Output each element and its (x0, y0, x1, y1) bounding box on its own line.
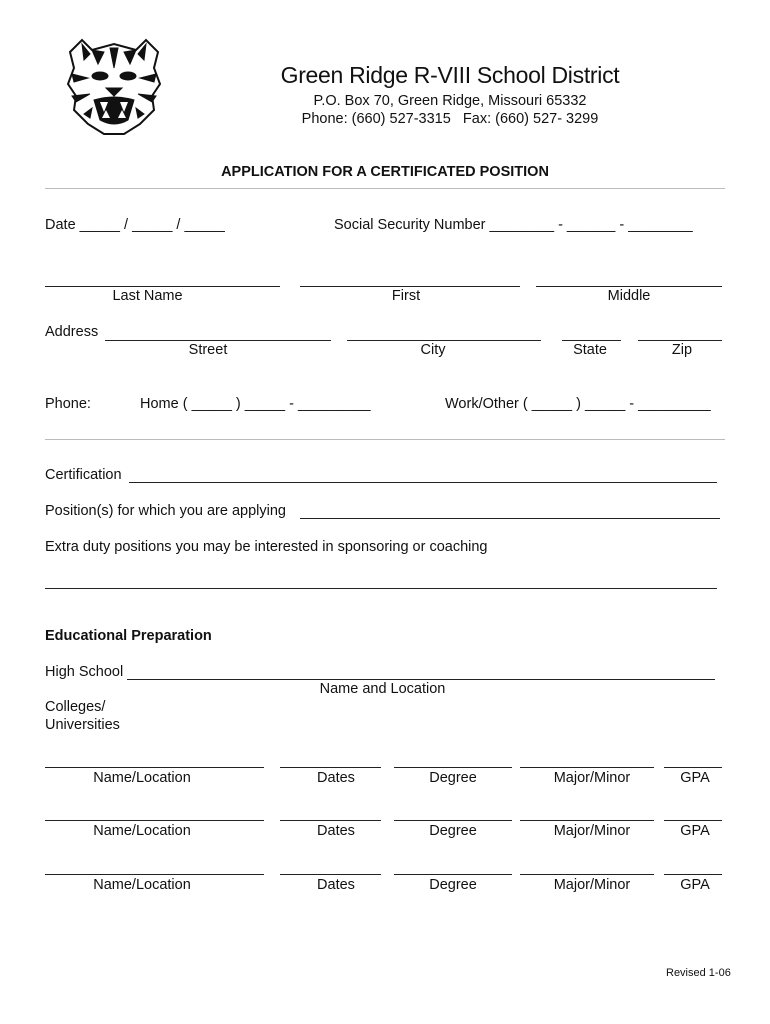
dates-line[interactable] (280, 767, 381, 768)
degree-label: Degree (429, 877, 477, 893)
state-label: State (573, 342, 607, 358)
middle-name-label: Middle (607, 288, 651, 304)
home-phone-field[interactable]: Home ( _____ ) _____ - _________ (140, 396, 371, 412)
gpa-line[interactable] (664, 767, 722, 768)
zip-label: Zip (671, 342, 693, 358)
date-field[interactable]: Date _____ / _____ / _____ (45, 217, 225, 233)
revised-date: Revised 1-06 (666, 967, 731, 979)
name-location-label: Name/Location (93, 770, 191, 786)
middle-name-line[interactable] (536, 286, 722, 287)
divider (45, 439, 725, 440)
name-location-line[interactable] (45, 767, 264, 768)
name-location-line[interactable] (45, 820, 264, 821)
city-label: City (420, 342, 446, 358)
work-phone-field[interactable]: Work/Other ( _____ ) _____ - _________ (445, 396, 711, 412)
gpa-label: GPA (680, 877, 710, 893)
certification-line[interactable] (129, 482, 717, 483)
certification-label: Certification (45, 467, 122, 483)
tiger-head-logo (62, 38, 166, 136)
first-name-line[interactable] (300, 286, 520, 287)
major-minor-label: Major/Minor (553, 877, 631, 893)
street-line[interactable] (105, 340, 331, 341)
education-heading: Educational Preparation (45, 628, 212, 644)
district-address: P.O. Box 70, Green Ridge, Missouri 65332 (313, 93, 587, 109)
dates-line[interactable] (280, 820, 381, 821)
dates-line[interactable] (280, 874, 381, 875)
degree-line[interactable] (394, 820, 512, 821)
address-label: Address (45, 324, 99, 340)
zip-line[interactable] (638, 340, 722, 341)
dates-label: Dates (317, 823, 355, 839)
positions-line[interactable] (300, 518, 720, 519)
high-school-label: High School (45, 664, 124, 680)
ssn-field[interactable]: Social Security Number ________ - ______ - ________ (334, 217, 693, 233)
name-location-label: Name/Location (93, 877, 191, 893)
divider (45, 188, 725, 189)
gpa-line[interactable] (664, 820, 722, 821)
dates-label: Dates (317, 770, 355, 786)
extra-duty-line[interactable] (45, 588, 717, 589)
dates-label: Dates (317, 877, 355, 893)
universities-label: Universities (45, 717, 120, 733)
high-school-line[interactable] (127, 679, 715, 680)
extra-duty-label: Extra duty positions you may be interested in sponsoring or coaching (45, 539, 488, 555)
district-phone-fax: Phone: (660) 527-3315 Fax: (660) 527- 3299 (301, 111, 599, 127)
degree-label: Degree (429, 770, 477, 786)
first-name-label: First (391, 288, 421, 304)
city-line[interactable] (347, 340, 541, 341)
degree-line[interactable] (394, 767, 512, 768)
phone-label: Phone: (45, 396, 91, 412)
positions-label: Position(s) for which you are applying (45, 503, 286, 519)
major-minor-line[interactable] (520, 767, 654, 768)
district-name: Green Ridge R-VIII School District (280, 62, 620, 88)
name-location-label: Name/Location (93, 823, 191, 839)
state-line[interactable] (562, 340, 621, 341)
name-location-label: Name and Location (319, 681, 446, 697)
last-name-line[interactable] (45, 286, 280, 287)
form-title: APPLICATION FOR A CERTIFICATED POSITION (221, 164, 549, 180)
gpa-label: GPA (680, 770, 710, 786)
name-location-line[interactable] (45, 874, 264, 875)
major-minor-label: Major/Minor (553, 770, 631, 786)
degree-label: Degree (429, 823, 477, 839)
gpa-line[interactable] (664, 874, 722, 875)
major-minor-line[interactable] (520, 820, 654, 821)
major-minor-line[interactable] (520, 874, 654, 875)
degree-line[interactable] (394, 874, 512, 875)
colleges-label: Colleges/ (45, 699, 106, 715)
gpa-label: GPA (680, 823, 710, 839)
last-name-label: Last Name (112, 288, 183, 304)
major-minor-label: Major/Minor (553, 823, 631, 839)
street-label: Street (188, 342, 228, 358)
